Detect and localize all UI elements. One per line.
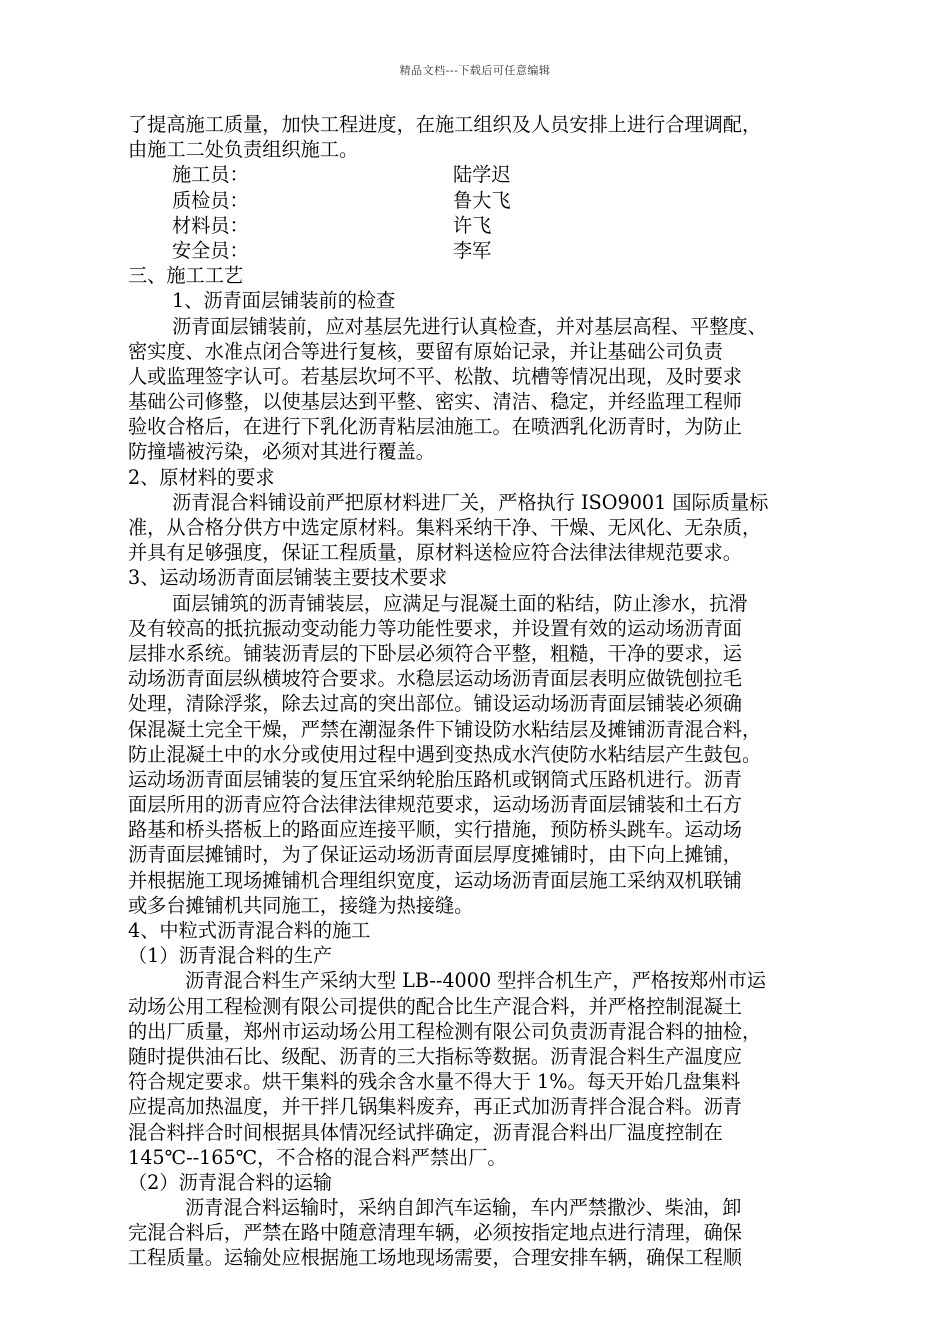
paragraph-line: 工程质量。运输处应根据施工场地现场需要，合理安排车辆，确保工程顺 xyxy=(128,1246,742,1270)
staff-name: 许飞 xyxy=(453,213,492,237)
intro-line: 由施工二处负责组织施工。 xyxy=(128,138,359,162)
paragraph-line: 动场沥青面层纵横坡符合要求。水稳层运动场沥青面层表明应做铣刨拉毛 xyxy=(128,667,742,691)
paragraph-line: 准，从合格分供方中选定原材料。集料采纳干净、干燥、无风化、无杂质， xyxy=(128,516,762,539)
paragraph-line: 145℃--165℃，不合格的混合料严禁出厂。 xyxy=(128,1145,507,1169)
paragraph-line: 面层铺筑的沥青铺装层，应满足与混凝土面的粘结，防止渗水，抗滑 xyxy=(172,591,748,615)
paragraph-line: 随时提供油石比、级配、沥青的三大指标等数据。沥青混合料生产温度应 xyxy=(128,1044,742,1068)
subsection-heading: 3、运动场沥青面层铺装主要技术要求 xyxy=(128,566,448,590)
paragraph-line: 沥青混合料铺设前严把原材料进厂关，严格执行 ISO9001 国际质量标 xyxy=(172,490,769,514)
staff-role: 质检员： xyxy=(172,188,249,212)
paragraph-line: 沥青混合料生产采纳大型 LB--4000 型拌合机生产，严格按郑州市运 xyxy=(185,969,766,993)
paragraph-line: 混合料拌合时间根据具体情况经试拌确定，沥青混合料出厂温度控制在 xyxy=(128,1120,723,1144)
paragraph-line: 并根据施工现场摊铺机合理组织宽度，运动场沥青面层施工采纳双机联铺 xyxy=(128,868,742,892)
paragraph-line: 防止混凝土中的水分或使用过程中遇到变热成水汽使防水粘结层产生鼓包。 xyxy=(128,742,762,766)
subsection-heading: 2、原材料的要求 xyxy=(128,465,275,489)
paragraph-line: 保混凝土完全干燥，严禁在潮湿条件下铺设防水粘结层及摊铺沥青混合料， xyxy=(128,717,762,741)
paragraph-line: 验收合格后，在进行下乳化沥青粘层油施工。在喷洒乳化沥青时，为防止 xyxy=(128,415,742,439)
paragraph-line: 并具有足够强度，保证工程质量，原材料送检应符合法律法律规范要求。 xyxy=(128,541,742,565)
paragraph-line: 基础公司修整，以使基层达到平整、密实、清洁、稳定，并经监理工程师 xyxy=(128,390,742,414)
staff-name: 陆学迟 xyxy=(453,163,511,187)
staff-role: 材料员： xyxy=(172,213,249,237)
paragraph-line: 沥青面层摊铺时，为了保证运动场沥青面层厚度摊铺时，由下向上摊铺， xyxy=(128,843,742,867)
paragraph-line: 运动场沥青面层铺装的复压宜采纳轮胎压路机或钢筒式压路机进行。沥青 xyxy=(128,767,742,791)
staff-row xyxy=(128,188,848,213)
paragraph-line: 完混合料后，严禁在路中随意清理车辆，必须按指定地点进行清理，确保 xyxy=(128,1221,742,1245)
paragraph-line: 密实度、水准点闭合等进行复核，要留有原始记录，并让基础公司负责 xyxy=(128,339,723,363)
paragraph-line: 沥青混合料运输时，采纳自卸汽车运输，车内严禁撒沙、柴油，卸 xyxy=(185,1196,742,1220)
paragraph-line: 路基和桥头搭板上的路面应连接平顺，实行措施，预防桥头跳车。运动场 xyxy=(128,818,742,842)
paragraph-line: 处理，清除浮浆，除去过高的突出部位。铺设运动场沥青面层铺装必须确 xyxy=(128,692,742,716)
document-body xyxy=(128,112,848,1271)
staff-row xyxy=(128,213,848,238)
paragraph-line: 层排水系统。铺装沥青层的下卧层必须符合平整，粗糙，干净的要求，运 xyxy=(128,641,742,665)
page-header-note: 精品文档---下载后可任意编辑 xyxy=(399,64,551,77)
staff-role: 施工员： xyxy=(172,163,249,187)
paragraph-line: 及有较高的抵抗振动变动能力等功能性要求，并设置有效的运动场沥青面 xyxy=(128,616,742,640)
paragraph-line: 动场公用工程检测有限公司提供的配合比生产混合料，并严格控制混凝土 xyxy=(128,994,742,1018)
paragraph-line: 防撞墙被污染，必须对其进行覆盖。 xyxy=(128,440,435,464)
staff-name: 鲁大飞 xyxy=(453,188,511,212)
subsection-heading: 1、沥青面层铺装前的检查 xyxy=(172,289,396,313)
intro-line: 了提高施工质量，加快工程进度，在施工组织及人员安排上进行合理调配， xyxy=(128,113,762,136)
paragraph-line: 应提高加热温度，并干拌几锅集料废弃，再正式加沥青拌合混合料。沥青 xyxy=(128,1095,742,1119)
paragraph-line: 的出厂质量，郑州市运动场公用工程检测有限公司负责沥青混合料的抽检， xyxy=(128,1019,762,1043)
paragraph-line: 沥青面层铺装前，应对基层先进行认真检查，并对基层高程、平整度、 xyxy=(172,314,767,338)
staff-row xyxy=(128,162,848,187)
staff-name: 李军 xyxy=(453,238,492,262)
staff-row xyxy=(128,238,848,263)
paragraph-line: 面层所用的沥青应符合法律法律规范要求，运动场沥青面层铺装和土石方 xyxy=(128,793,742,817)
part-heading: （2）沥青混合料的运输 xyxy=(128,1170,333,1194)
paragraph-line: 符合规定要求。烘干集料的残余含水量不得大于 1%。每天开始几盘集料 xyxy=(128,1070,741,1094)
staff-role: 安全员： xyxy=(172,238,249,262)
section-title: 三、施工工艺 xyxy=(128,264,244,288)
paragraph-line: 或多台摊铺机共同施工，接缝为热接缝。 xyxy=(128,893,474,917)
subsection-heading: 4、中粒式沥青混合料的施工 xyxy=(128,919,371,942)
paragraph-line: 人或监理签字认可。若基层坎坷不平、松散、坑槽等情况出现，及时要求 xyxy=(128,364,742,388)
part-heading: （1）沥青混合料的生产 xyxy=(128,944,333,968)
